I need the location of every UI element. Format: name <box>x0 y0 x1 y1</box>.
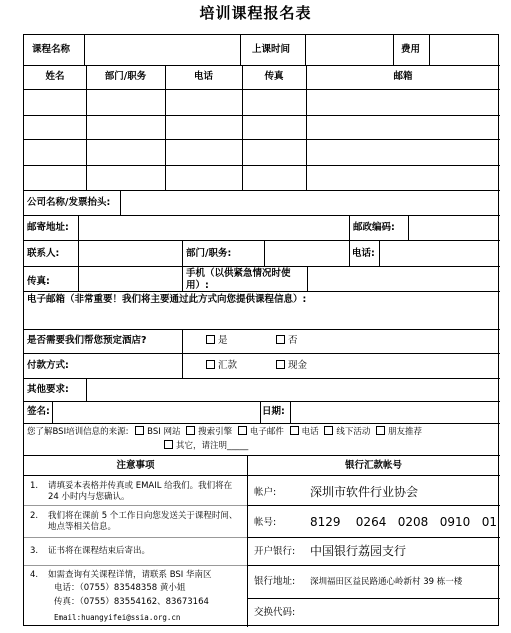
sign-label: 签名: <box>27 406 50 417</box>
note-item: 请填妥本表格并传真或 EMAIL 给我们。我们将在 24 小时内与您确认。 <box>48 481 233 502</box>
dept-label: 部门/职务: <box>186 248 232 259</box>
other-field[interactable] <box>88 380 498 400</box>
bank-address-value: 深圳福田区益民路通心岭新村 39 栋一楼 <box>310 577 463 587</box>
source-other-option[interactable] <box>164 440 248 452</box>
course-name-label: 课程名称 <box>32 44 71 55</box>
note-item: 证书将在课程结束后寄出。 <box>48 546 151 556</box>
fax-field[interactable] <box>80 268 180 290</box>
other-label: 其他要求: <box>27 384 69 395</box>
source-option[interactable]: 电子邮件 <box>238 427 284 437</box>
postcode-field[interactable] <box>410 217 498 239</box>
bank-heading: 银行汇款帐号 <box>344 460 402 471</box>
note-item: 如需查询有关课程详情，请联系 BSI 华南区 <box>48 570 212 580</box>
email-label: 电子邮箱（非常重要！我们将主要通过此方式向您提供课程信息）: <box>27 294 307 305</box>
pay-cash-label: 现金 <box>288 360 308 371</box>
contact-label: 联系人: <box>27 248 60 259</box>
address-label: 邮寄地址: <box>27 222 69 233</box>
hotel-yes-label: 是 <box>218 335 228 346</box>
table-row[interactable] <box>24 166 500 190</box>
bank-account-value: 深圳市软件行业协会 <box>310 485 419 499</box>
bank-account-label: 帐户: <box>254 487 277 498</box>
bank-name-label: 开户银行: <box>254 546 296 557</box>
company-label: 公司名称/发票抬头: <box>27 197 111 208</box>
postcode-label: 邮政编码: <box>353 222 395 233</box>
fax-label: 传真: <box>27 276 50 287</box>
company-field[interactable] <box>122 192 498 214</box>
source-question-text: 您了解BSI培训信息的来源: <box>27 427 129 437</box>
source-question <box>27 426 422 438</box>
fee-field[interactable] <box>431 37 497 63</box>
bank-name-value: 中国银行荔园支行 <box>310 544 407 558</box>
course-name-field[interactable] <box>86 37 238 63</box>
note-contact-phone: 电话：（0755）83548358 黄小姐 <box>54 583 186 593</box>
note-number: 3. <box>30 546 39 556</box>
col-phone-header: 电话 <box>193 71 213 82</box>
swift-code-field[interactable] <box>310 603 496 623</box>
pay-transfer-checkbox[interactable] <box>206 360 237 372</box>
notes-heading: 注意事项 <box>116 460 155 471</box>
note-contact-fax: 传真：（0755）83554162、83673164 <box>54 597 209 607</box>
table-row[interactable] <box>24 116 500 139</box>
note-contact-email: Email:huangyifei@ssia.org.cn <box>54 613 181 622</box>
table-row[interactable] <box>24 90 500 114</box>
note-item: 我们将在课前 5 个工作日向您发送关于课程时间、地点等相关信息。 <box>48 511 238 532</box>
pay-cash-checkbox[interactable] <box>276 360 307 372</box>
fee-label: 费用 <box>401 44 421 55</box>
date-label: 日期: <box>262 406 285 417</box>
hotel-question: 是否需要我们帮您预定酒店? <box>27 335 147 346</box>
sign-field[interactable] <box>54 403 258 422</box>
bank-address-label: 银行地址: <box>254 576 296 587</box>
col-name-header: 姓名 <box>45 71 65 82</box>
source-option[interactable]: 线下活动 <box>324 427 370 437</box>
col-fax-header: 传真 <box>264 71 284 82</box>
table-row[interactable] <box>24 140 500 165</box>
payment-label: 付款方式: <box>27 360 69 371</box>
note-number: 4. <box>30 570 39 580</box>
address-field[interactable] <box>80 217 347 239</box>
source-option[interactable]: BSI 网站 <box>135 427 180 437</box>
hotel-no-checkbox[interactable] <box>276 335 298 347</box>
form-title: 培训课程报名表 <box>199 4 312 22</box>
dept-field[interactable] <box>266 242 347 264</box>
class-time-field[interactable] <box>307 37 391 63</box>
hotel-yes-checkbox[interactable] <box>206 335 228 347</box>
mobile-field[interactable] <box>309 268 498 290</box>
col-email-header: 邮箱 <box>393 71 413 82</box>
pay-transfer-label: 汇款 <box>218 360 238 371</box>
note-number: 1. <box>30 481 39 491</box>
bank-number-value: 8129 0264 0208 0910 01 <box>310 515 498 529</box>
mobile-label: 手机（以供紧急情况时使用）: <box>186 268 291 291</box>
hotel-no-label: 否 <box>288 335 298 346</box>
col-dept-header: 部门/职务 <box>104 71 147 82</box>
note-number: 2. <box>30 511 39 521</box>
phone-label: 电话: <box>352 248 375 259</box>
registration-form <box>23 34 499 626</box>
date-field[interactable] <box>292 403 498 422</box>
swift-code-label: 交换代码: <box>254 607 296 618</box>
source-other-label: 其它，请注明_____ <box>176 441 249 451</box>
source-option[interactable]: 朋友推荐 <box>376 427 422 437</box>
class-time-label: 上课时间 <box>252 44 291 55</box>
phone-field[interactable] <box>381 242 498 264</box>
contact-field[interactable] <box>80 242 180 264</box>
bank-number-label: 帐号: <box>254 517 277 528</box>
source-option[interactable]: 搜索引擎 <box>186 427 232 437</box>
source-option[interactable]: 电话 <box>290 427 319 437</box>
